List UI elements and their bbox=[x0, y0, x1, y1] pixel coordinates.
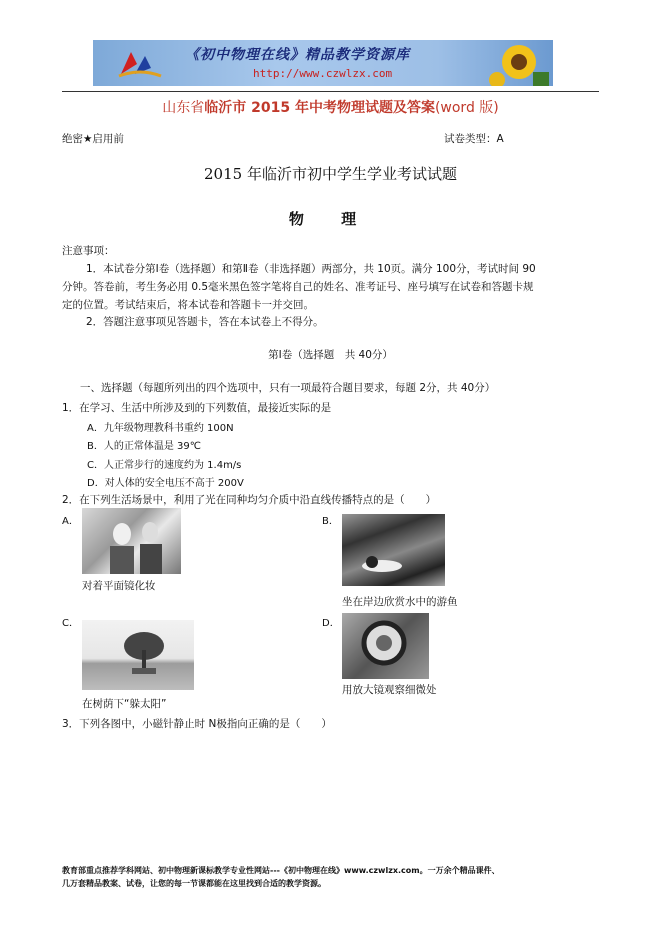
header-banner bbox=[93, 40, 553, 86]
q2-caption-b: 坐在岸边欣赏水中的游鱼 bbox=[342, 596, 458, 608]
logo-icon bbox=[115, 46, 165, 80]
q2-image-c bbox=[82, 620, 194, 690]
header-divider bbox=[62, 91, 599, 92]
exam-title: 2015 年临沂市初中学生学业考试试题 bbox=[204, 165, 457, 183]
banner-title: 《初中物理在线》精品教学资源库 bbox=[185, 47, 410, 63]
notice-item1-line2: 分钟。答卷前，考生务必用 0.5毫米黑色签字笔将自己的姓名、准考证号、座号填写在试卷和答题卡规 bbox=[62, 281, 534, 293]
q1-option-d: D．对人体的安全电压不高于 200V bbox=[87, 478, 244, 489]
secret-label: 绝密★启用前 bbox=[62, 133, 124, 145]
q1-option-b: B．人的正常体温是 39℃ bbox=[87, 441, 201, 452]
question-3-stem: 3．下列各图中，小磁针静止时 N极指向正确的是（ ） bbox=[62, 718, 332, 730]
q2-caption-d: 用放大镜观察细微处 bbox=[342, 684, 437, 696]
banner-url[interactable]: http://www.czwlzx.com bbox=[253, 67, 393, 80]
q1-option-a: A．九年级物理教科书重约 100N bbox=[87, 423, 234, 434]
page-footer bbox=[62, 864, 602, 890]
footer-line-1: 教育部重点推荐学科网站、初中物理新课标教学专业性网站---《初中物理在线》www.czwlzx.com。一万余个精品课件、 bbox=[62, 866, 500, 875]
sunflower-icon bbox=[489, 42, 549, 86]
q2-image-a bbox=[82, 508, 181, 574]
question-1-stem: 1．在学习、生活中所涉及到的下列数值，最接近实际的是 bbox=[62, 402, 332, 414]
q2-image-d bbox=[342, 613, 429, 679]
q2-image-b bbox=[342, 514, 445, 586]
document-heading: 山东省临沂市 2015 年中考物理试题及答案(word 版) bbox=[162, 100, 499, 116]
part-one-instructions: 一、选择题（每题所列出的四个选项中，只有一项最符合题目要求，每题 2分，共 40分） bbox=[80, 382, 496, 394]
question-2-stem: 2．在下列生活场景中，利用了光在同种均匀介质中沿直线传播特点的是（ ） bbox=[62, 494, 437, 506]
q2-label-c: C． bbox=[62, 618, 79, 629]
q2-caption-c: 在树荫下“躲太阳” bbox=[82, 698, 167, 710]
q2-label-d: D． bbox=[322, 618, 340, 629]
notice-item1-line3: 定的位置。考试结束后，将本试卷和答题卡一并交回。 bbox=[62, 299, 314, 311]
q2-label-a: A． bbox=[62, 516, 79, 527]
q1-option-c: C．人正常步行的速度约为 1.4m/s bbox=[87, 460, 242, 471]
subject-title: 物 理 bbox=[288, 210, 373, 228]
paper-type: 试卷类型：A bbox=[444, 133, 504, 145]
q2-caption-a: 对着平面镜化妆 bbox=[82, 580, 156, 592]
section-title: 第Ⅰ卷（选择题 共 40分） bbox=[268, 349, 393, 361]
footer-line-2: 几万套精品教案、试卷，让您的每一节课都能在这里找到合适的教学资源。 bbox=[62, 879, 326, 888]
q2-label-b: B． bbox=[322, 516, 339, 527]
notice-item1-line1: 1．本试卷分第Ⅰ卷（选择题）和第Ⅱ卷（非选择题）两部分，共 10页。满分 100分，考试时间 90 bbox=[86, 263, 536, 275]
notice-item2: 2．答题注意事项见答题卡，答在本试卷上不得分。 bbox=[86, 316, 324, 328]
notice-heading: 注意事项： bbox=[62, 245, 115, 257]
